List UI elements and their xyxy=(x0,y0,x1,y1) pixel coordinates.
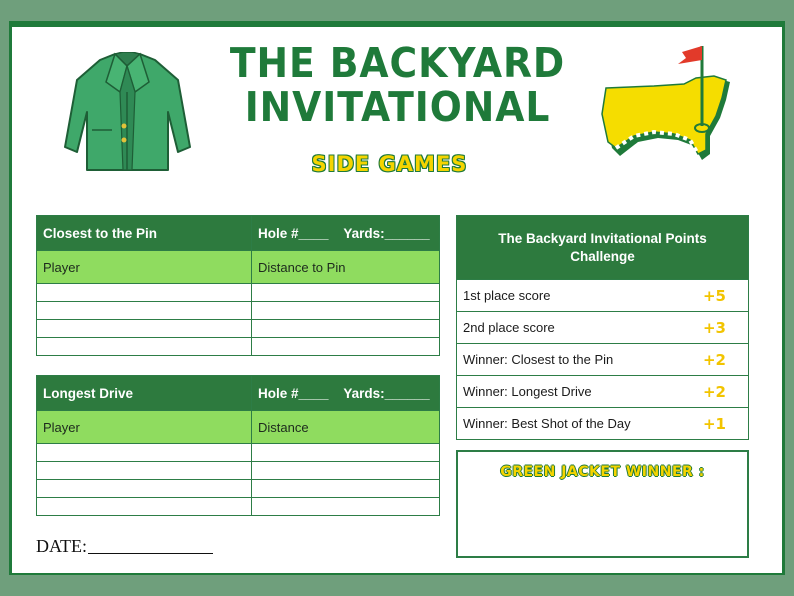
distance-cell[interactable] xyxy=(252,302,440,320)
table-row xyxy=(37,338,440,356)
distance-cell[interactable] xyxy=(252,462,440,480)
points-row-label: 1st place score xyxy=(463,288,551,303)
player-cell[interactable] xyxy=(37,302,252,320)
player-cell[interactable] xyxy=(37,498,252,516)
table-row xyxy=(37,302,440,320)
points-row-label: Winner: Best Shot of the Day xyxy=(463,416,631,431)
points-row xyxy=(457,407,748,439)
points-row-value: +1 xyxy=(702,414,726,433)
distance-cell[interactable] xyxy=(252,444,440,462)
distance-cell[interactable] xyxy=(252,498,440,516)
points-row-value: +5 xyxy=(702,286,726,305)
longest-yards-label: Yards:______ xyxy=(343,385,430,401)
points-row xyxy=(457,343,748,375)
distance-cell[interactable] xyxy=(252,480,440,498)
title-line-1: THE BACKYARD xyxy=(229,39,566,87)
table-row xyxy=(37,444,440,462)
longest-hole-yards xyxy=(252,376,440,411)
points-challenge-title: The Backyard Invitational Points Challenge xyxy=(457,216,748,279)
longest-distance-header: Distance xyxy=(252,411,440,444)
player-cell[interactable] xyxy=(37,338,252,356)
closest-to-pin-table xyxy=(36,215,440,356)
points-row-value: +2 xyxy=(702,350,726,369)
table-header-row xyxy=(37,376,440,411)
closest-hole-yards xyxy=(252,216,440,251)
table-row xyxy=(37,320,440,338)
player-cell[interactable] xyxy=(37,284,252,302)
table-row xyxy=(37,498,440,516)
distance-cell[interactable] xyxy=(252,338,440,356)
longest-hole-label: Hole #____ xyxy=(258,385,329,401)
points-row-label: Winner: Closest to the Pin xyxy=(463,352,614,367)
table-subheader-row xyxy=(37,251,440,284)
points-row-label: 2nd place score xyxy=(463,320,555,335)
subtitle-side-games: SIDE GAMES xyxy=(311,152,468,176)
longest-drive-table xyxy=(36,375,440,516)
points-row xyxy=(457,279,748,311)
table-row xyxy=(37,480,440,498)
closest-yards-label: Yards:______ xyxy=(343,225,430,241)
distance-cell[interactable] xyxy=(252,284,440,302)
table-row xyxy=(37,284,440,302)
table-row xyxy=(37,462,440,480)
player-cell[interactable] xyxy=(37,480,252,498)
longest-player-header: Player xyxy=(37,411,252,444)
green-jacket-icon xyxy=(60,52,195,172)
distance-cell[interactable] xyxy=(252,320,440,338)
closest-to-pin-title: Closest to the Pin xyxy=(37,216,252,251)
closest-distance-header: Distance to Pin xyxy=(252,251,440,284)
player-cell[interactable] xyxy=(37,320,252,338)
date-field-line[interactable] xyxy=(88,553,213,554)
points-row xyxy=(457,375,748,407)
masters-map-flag-logo-icon xyxy=(598,38,738,168)
date-label: DATE: xyxy=(36,536,87,556)
player-cell[interactable] xyxy=(37,444,252,462)
title-line-2: INVITATIONAL xyxy=(244,83,551,131)
closest-hole-label: Hole #____ xyxy=(258,225,329,241)
points-row-value: +3 xyxy=(702,318,726,337)
closest-player-header: Player xyxy=(37,251,252,284)
points-row-value: +2 xyxy=(702,382,726,401)
longest-drive-title: Longest Drive xyxy=(37,376,252,411)
points-challenge-table xyxy=(456,215,749,440)
player-cell[interactable] xyxy=(37,462,252,480)
table-header-row xyxy=(37,216,440,251)
table-subheader-row xyxy=(37,411,440,444)
green-jacket-winner-label: GREEN JACKET WINNER : xyxy=(500,464,705,480)
points-row xyxy=(457,311,748,343)
green-jacket-winner-box[interactable] xyxy=(456,450,749,558)
points-row-label: Winner: Longest Drive xyxy=(463,384,592,399)
